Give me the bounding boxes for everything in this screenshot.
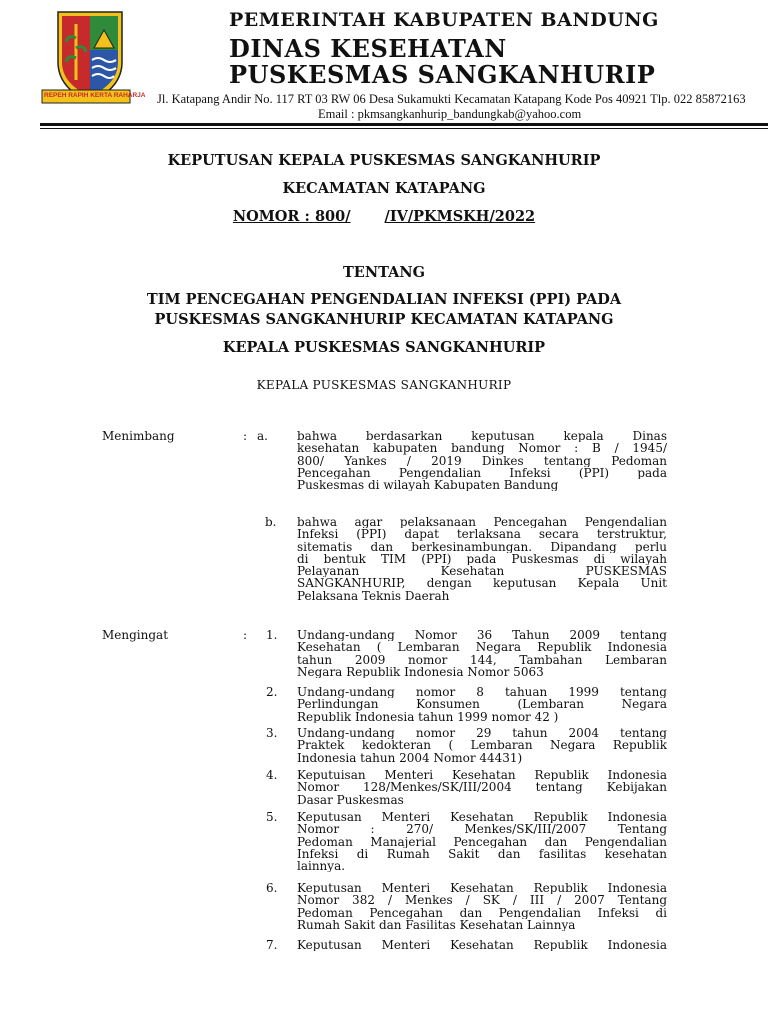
mengingat-item-4 [297,769,667,806]
line: Infeksi (PPI) dapat terlaksana secara terstruktur, [297,528,667,541]
line: Nomor : 270/ Menkes/SK/III/2007 Tentang [297,823,667,836]
letterhead-rule-thin [40,128,768,129]
line: sitematis dan berkesinambungan. Dipandang perlu [297,540,667,553]
line: Kesehatan ( Lembaran Negara Republik Indonesia [297,641,667,654]
line: 800/ Yankes / 2019 Dinkes tentang Pedoman [297,454,667,467]
menimbang-label: Menimbang [102,429,175,443]
mengingat-item-6 [297,882,667,931]
line: Pedoman Pencegahan dan Pengendalian Infeksi di [297,906,667,919]
line: Nomor 128/Menkes/SK/III/2004 tentang Kebijakan [297,781,667,794]
line: Puskesmas di wilayah Kabupaten Bandung [297,479,559,492]
mengingat-colon: : [243,628,248,642]
menimbang-item-b [297,516,667,602]
line: bahwa agar pelaksanaan Pencegahan Pengendalian [297,516,667,529]
line: Undang-undang nomor 8 tahuan 1999 tentang [297,686,667,699]
decree-subdistrict: KECAMATAN KATAPANG [282,180,486,197]
decree-number-b: /IV/PKMSKH/2022 [384,208,536,225]
letterhead-agency: DINAS KESEHATAN [229,34,507,63]
letterhead-rule-thick [40,123,768,126]
line: Pelaksana Teknis Daerah [297,589,450,603]
line: Negara Republik Indonesia Nomor 5063 [297,665,544,679]
line: Praktek kedokteran ( Lembaran Negara Republik [297,739,667,752]
mengingat-item-7-marker: 7. [266,938,278,952]
decree-title: KEPUTUSAN KEPALA PUSKESMAS SANGKANHURIP [167,152,601,169]
mengingat-label: Mengingat [102,628,169,642]
line: Keputusan Menteri Kesehatan Republik Indonesia [297,882,667,895]
line: Undang-undang nomor 29 tahun 2004 tentang [297,727,667,740]
line: Indonesia tahun 2004 Nomor 44431) [297,751,523,764]
mengingat-item-4-marker: 4. [266,768,278,782]
mengingat-item-6-marker: 6. [266,881,278,895]
letterhead-government: PEMERINTAH KABUPATEN BANDUNG [229,9,659,31]
menimbang-item-a-marker: a. [257,429,268,443]
mengingat-item-7 [297,939,667,951]
logo [40,10,146,108]
line: tahun 2009 nomor 144, Tambahan Lembaran [297,653,667,666]
line: Infeksi di Rumah Sakit dan fasilitas kesehatan [297,847,667,861]
line: Republik Indonesia tahun 1999 nomor 42 ) [297,710,559,723]
line: Nomor 382 / Menkes / SK / III / 2007 Tentang [297,894,667,907]
line: kesehatan kabupaten bandung Nomor : B / 1945/ [297,442,667,455]
line: Rumah Sakit dan Fasilitas Kesehatan Lainnya [297,918,576,932]
decree-number-label: NOMOR : [232,208,310,225]
line: Dasar Puskesmas [297,793,404,806]
authority-subheading: KEPALA PUSKESMAS SANGKANHURIP [256,378,512,392]
line: Pedoman Manajerial Pencegahan dan Pengendalian [297,835,667,848]
line: di bentuk TIM (PPI) pada Puskesmas di wilayah [297,552,667,566]
line: Keputusan Menteri Kesehatan Republik Indonesia [297,939,667,952]
menimbang-item-a [297,430,667,491]
mengingat-item-1 [297,629,667,678]
line: bahwa berdasarkan keputusan kepala Dinas [297,430,667,443]
mengingat-item-5 [297,811,667,872]
line: SANGKANHURIP, dengan keputusan Kepala Unit [297,577,667,590]
decree-number [0,208,768,225]
line: Keputusan Menteri Kesehatan Republik Indonesia [297,811,667,824]
logo-motto: REPEH RAPIH KERTA RAHARJA [44,92,146,99]
line: Perlindungan Konsumen (Lembaran Negara [297,698,667,711]
letterhead-email: Email : pkmsangkanhurip_bandungkab@yahoo.com [318,107,582,121]
tentang-label: TENTANG [343,264,425,281]
mengingat-item-3-marker: 3. [266,726,278,740]
line: Pencegahan Pengendalian Infeksi (PPI) pada [297,466,667,480]
mengingat-item-3 [297,727,667,764]
line: Keputuisan Menteri Kesehatan Republik Indonesia [297,769,667,782]
authority-heading: KEPALA PUSKESMAS SANGKANHURIP [222,339,546,356]
menimbang-colon: : [243,429,248,443]
line: Undang-undang Nomor 36 Tahun 2009 tentang [297,629,667,642]
line: Pelayanan Kesehatan PUSKESMAS [297,565,667,578]
line: lainnya. [297,860,346,873]
letterhead-puskesmas: PUSKESMAS SANGKANHURIP [229,60,656,89]
subject-line-1: TIM PENCEGAHAN PENGENDALIAN INFEKSI (PPI) PADA [146,291,622,308]
subject-line-2: PUSKESMAS SANGKANHURIP KECAMATAN KATAPANG [154,311,614,328]
mengingat-item-2 [297,686,667,723]
menimbang-item-b-marker: b. [265,515,277,529]
decree-number-a: 800/ [314,208,351,225]
letterhead-address: Jl. Katapang Andir No. 117 RT 03 RW 06 Desa Sukamukti Kecamatan Katapang Kode Pos 40921 Tlp. 022 85872163 [157,92,746,106]
mengingat-item-1-marker: 1. [266,628,278,642]
mengingat-item-2-marker: 2. [266,685,278,699]
mengingat-item-5-marker: 5. [266,810,278,824]
